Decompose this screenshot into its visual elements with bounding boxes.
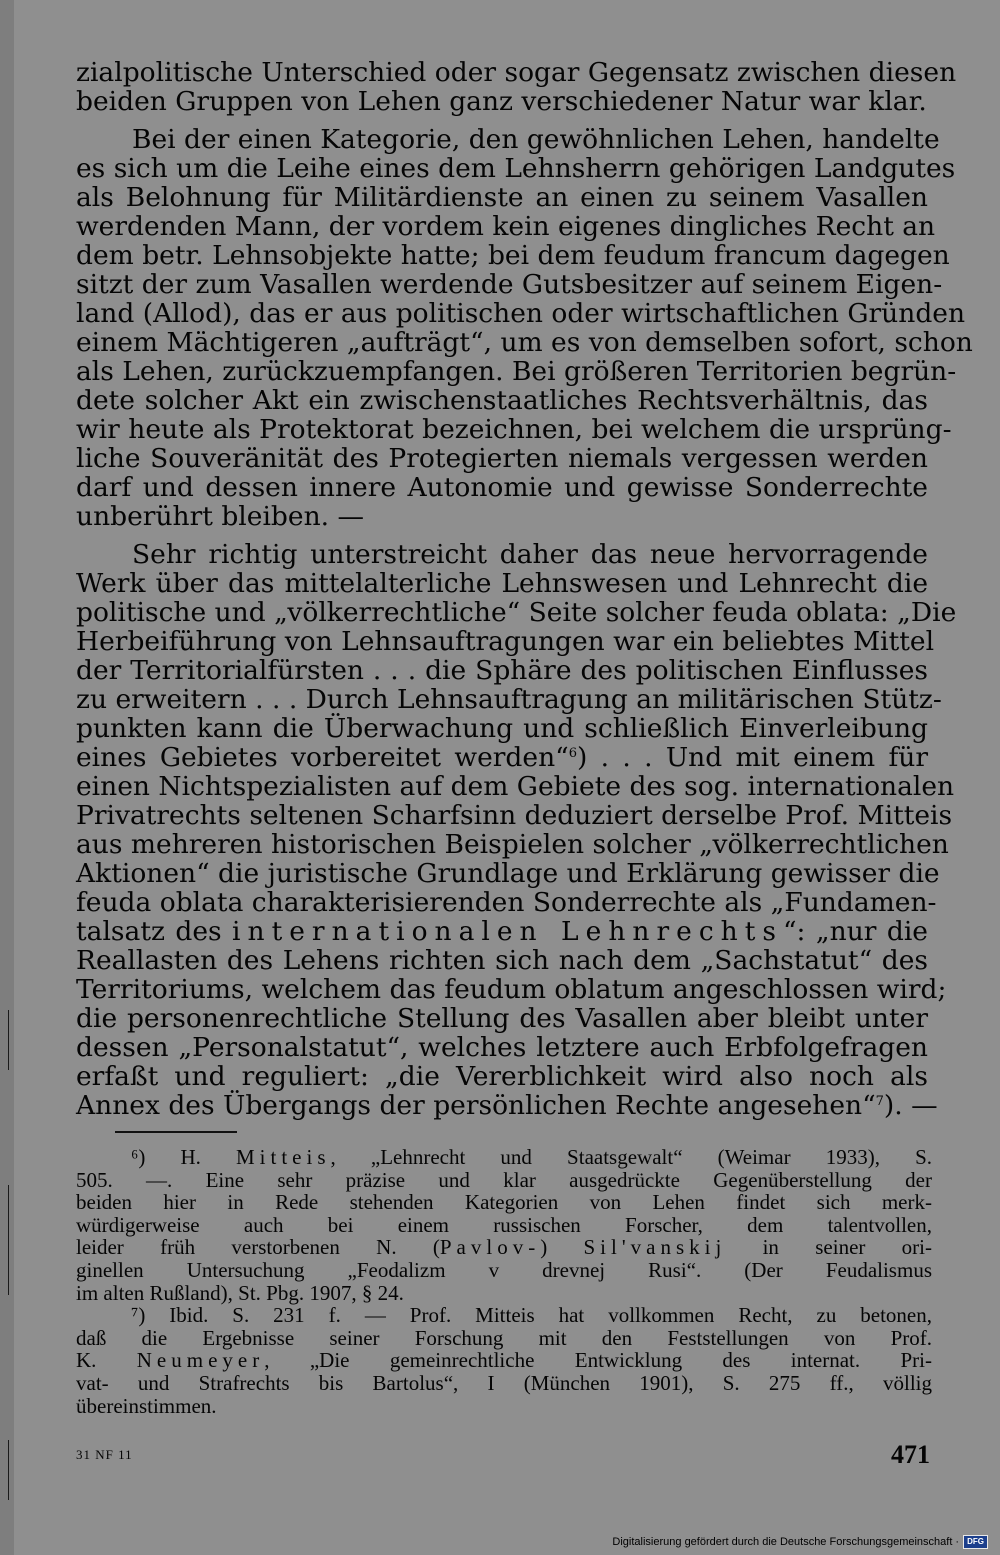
digitization-credit [612, 1535, 988, 1549]
footnote-separator [115, 1131, 237, 1133]
text-segment: K. [76, 1348, 137, 1373]
text-line: Sehr richtig unterstreicht daher das neue hervorragende [132, 539, 928, 570]
text-line: feuda oblata charakterisierenden Sonderrechte als „Fundamen- [76, 887, 937, 918]
paragraph-2 [76, 124, 973, 532]
text-segment: Annex des Übergangs der persönlichen Rechte angesehen“ [76, 1090, 876, 1121]
text-line: es sich um die Leihe eines dem Lehnsherrn gehörigen Landgutes [76, 153, 956, 184]
text-segment: ) . . . Und mit einem für [576, 742, 928, 773]
footnote-line: im alten Rußland), St. Pbg. 1907, § 24. [76, 1280, 404, 1305]
text-line: einen Nichtspezialisten auf dem Gebiete des sog. internationalen [76, 771, 955, 802]
text-line: sitzt der zum Vasallen werdende Gutsbesitzer auf seinem Eigen- [76, 269, 943, 300]
text-line: Herbeiführung von Lehnsauftragungen war ein beliebtes Mittel [76, 626, 935, 657]
footnote-ref-6: 6 [568, 746, 577, 761]
spaced-emphasis: Pavlov- [439, 1235, 541, 1260]
text-line: Werk über das mittelalterliche Lehnswesen und Lehnrecht die [76, 568, 928, 599]
footnote-line: ginellen Untersuchung „Feodalizm v drevnej Rusi“. (Der Feudalismus [76, 1257, 932, 1282]
text-line: der Territorialfürsten . . . die Sphäre des politischen Einflusses [76, 655, 928, 686]
text-line: einem Mächtigeren „aufträgt“, um es von demselben sofort, schon [76, 327, 973, 358]
dfg-logo-icon: DFG [963, 1535, 988, 1549]
text-line: land (Allod), das er aus politischen oder wirtschaftlichen Gründen [76, 298, 966, 329]
footnote-line: vat- und Strafrechts bis Bartolus“, I (München 1901), S. 275 ff., völlig [76, 1370, 932, 1395]
footnote-line: würdigerweise auch bei einem russischen Forscher, dem talentvollen, [76, 1212, 932, 1237]
text-line: Territoriums, welchem das feudum oblatum angeschlossen wird; [76, 974, 947, 1005]
text-line: die personenrechtliche Stellung des Vasallen aber bleibt unter [76, 1003, 928, 1034]
text-line: als Lehen, zurückzuempfangen. Bei größeren Territorien begrün- [76, 356, 957, 387]
text-segment: in seiner ori- [726, 1235, 933, 1260]
footnote-line [76, 1349, 932, 1372]
text-line: erfaßt und reguliert: „die Vererblichkeit wird also noch als [76, 1061, 928, 1092]
text-line: Bei der einen Kategorie, den gewöhnlichen Lehen, handelte [132, 124, 940, 155]
margin-mark [8, 1440, 9, 1500]
margin-mark [8, 1185, 9, 1295]
text-segment: , „Lehnrecht und Staatsgewalt“ (Weimar 1933), S. [330, 1145, 932, 1169]
text-line: dessen „Personalstatut“, welches letztere auch Erbfolgefragen [76, 1032, 928, 1063]
footnote-ref-7: 7 [875, 1094, 884, 1109]
text-line [76, 1090, 938, 1121]
text-line: Reallasten des Lehens richten sich nach dem „Sachstatut“ des [76, 945, 928, 976]
page-number: 471 [891, 1440, 930, 1469]
footnote-6 [76, 1146, 932, 1304]
text-line: als Belohnung für Militärdienste an einen zu seinem Vasallen [76, 182, 928, 213]
footnote-line: beiden hier in Rede stehenden Kategorien von Lehen findet sich merk- [76, 1190, 932, 1215]
text-line: unberührt bleiben. — [76, 501, 364, 532]
text-line: aus mehreren historischen Beispielen solcher „völkerrechtlichen [76, 829, 949, 860]
text-line: wir heute als Protektorat bezeichnen, bei welchem die ursprüng- [76, 414, 952, 445]
text-segment: leider früh verstorbenen N. ( [76, 1235, 440, 1260]
text-line: darf und dessen innere Autonomie und gewisse Sonderrechte [76, 472, 928, 503]
text-line: beiden Gruppen von Lehen ganz verschiedener Natur war klar. [76, 86, 927, 117]
spaced-emphasis: internationalen Lehnrechts [232, 916, 783, 947]
text-line: dete solcher Akt ein zwischenstaatliches Rechtsverhältnis, das [76, 385, 928, 416]
footnote-line: ⁷) Ibid. S. 231 f. — Prof. Mitteis hat vollkommen Recht, zu betonen, [131, 1303, 932, 1328]
text-line: Aktionen“ die juristische Grundlage und Erklärung gewisser die [76, 858, 940, 889]
text-line: liche Souveränität des Protegierten niemals vergessen werden [76, 443, 928, 474]
text-line: dem betr. Lehnsobjekte hatte; bei dem feudum francum dagegen [76, 240, 950, 271]
spaced-emphasis: Neumeyer [136, 1348, 265, 1373]
footnote-line [76, 1146, 932, 1169]
text-segment: talsatz des [76, 916, 233, 947]
spaced-emphasis: Sil'vanskij [583, 1235, 727, 1260]
main-text [76, 57, 973, 1121]
margin-mark [8, 1010, 9, 1070]
text-line [76, 917, 928, 946]
text-line: politische und „völkerrechtliche“ Seite solcher feuda oblata: „Die [76, 597, 957, 628]
text-line: werdenden Mann, der vordem kein eigenes dingliches Recht an [76, 211, 936, 242]
footnote-7 [76, 1304, 932, 1417]
footnote-line: daß die Ergebnisse seiner Forschung mit den Feststellungen von Prof. [76, 1325, 932, 1350]
text-line: Privatrechts seltenen Scharfsinn deduziert derselbe Prof. Mitteis [76, 800, 953, 831]
footnote-line [76, 1236, 932, 1259]
scan-edge [0, 0, 14, 1555]
text-segment: , „Die gemeinrechtliche Entwicklung des internat. Pri- [264, 1348, 932, 1373]
text-line: punkten kann die Überwachung und schließlich Einverleibung [76, 713, 928, 744]
paragraph-1 [76, 57, 957, 117]
printer-signature: 31 NF 11 [76, 1447, 133, 1462]
footnote-line: übereinstimmen. [76, 1393, 217, 1418]
text-segment: ) [540, 1235, 584, 1260]
footnotes [76, 1146, 932, 1417]
credit-text: Digitalisierung gefördert durch die Deutsche Forschungsgemeinschaft · [612, 1536, 960, 1548]
text-line [76, 743, 928, 772]
text-segment: ). — [883, 1090, 938, 1121]
footnote-line: 505. —. Eine sehr präzise und klar ausgedrückte Gegenüberstellung der [76, 1167, 932, 1192]
paragraph-3 [76, 539, 957, 1121]
text-segment: “: „nur die [782, 916, 928, 947]
text-segment: ⁶) H. [131, 1145, 236, 1169]
spaced-emphasis: Mitteis [235, 1145, 331, 1169]
text-line: zu erweitern . . . Durch Lehnsauftragung an militärischen Stütz- [76, 684, 942, 715]
text-line: zialpolitische Unterschied oder sogar Gegensatz zwischen diesen [76, 57, 957, 88]
text-segment: eines Gebietes vorbereitet werden“ [76, 742, 569, 773]
